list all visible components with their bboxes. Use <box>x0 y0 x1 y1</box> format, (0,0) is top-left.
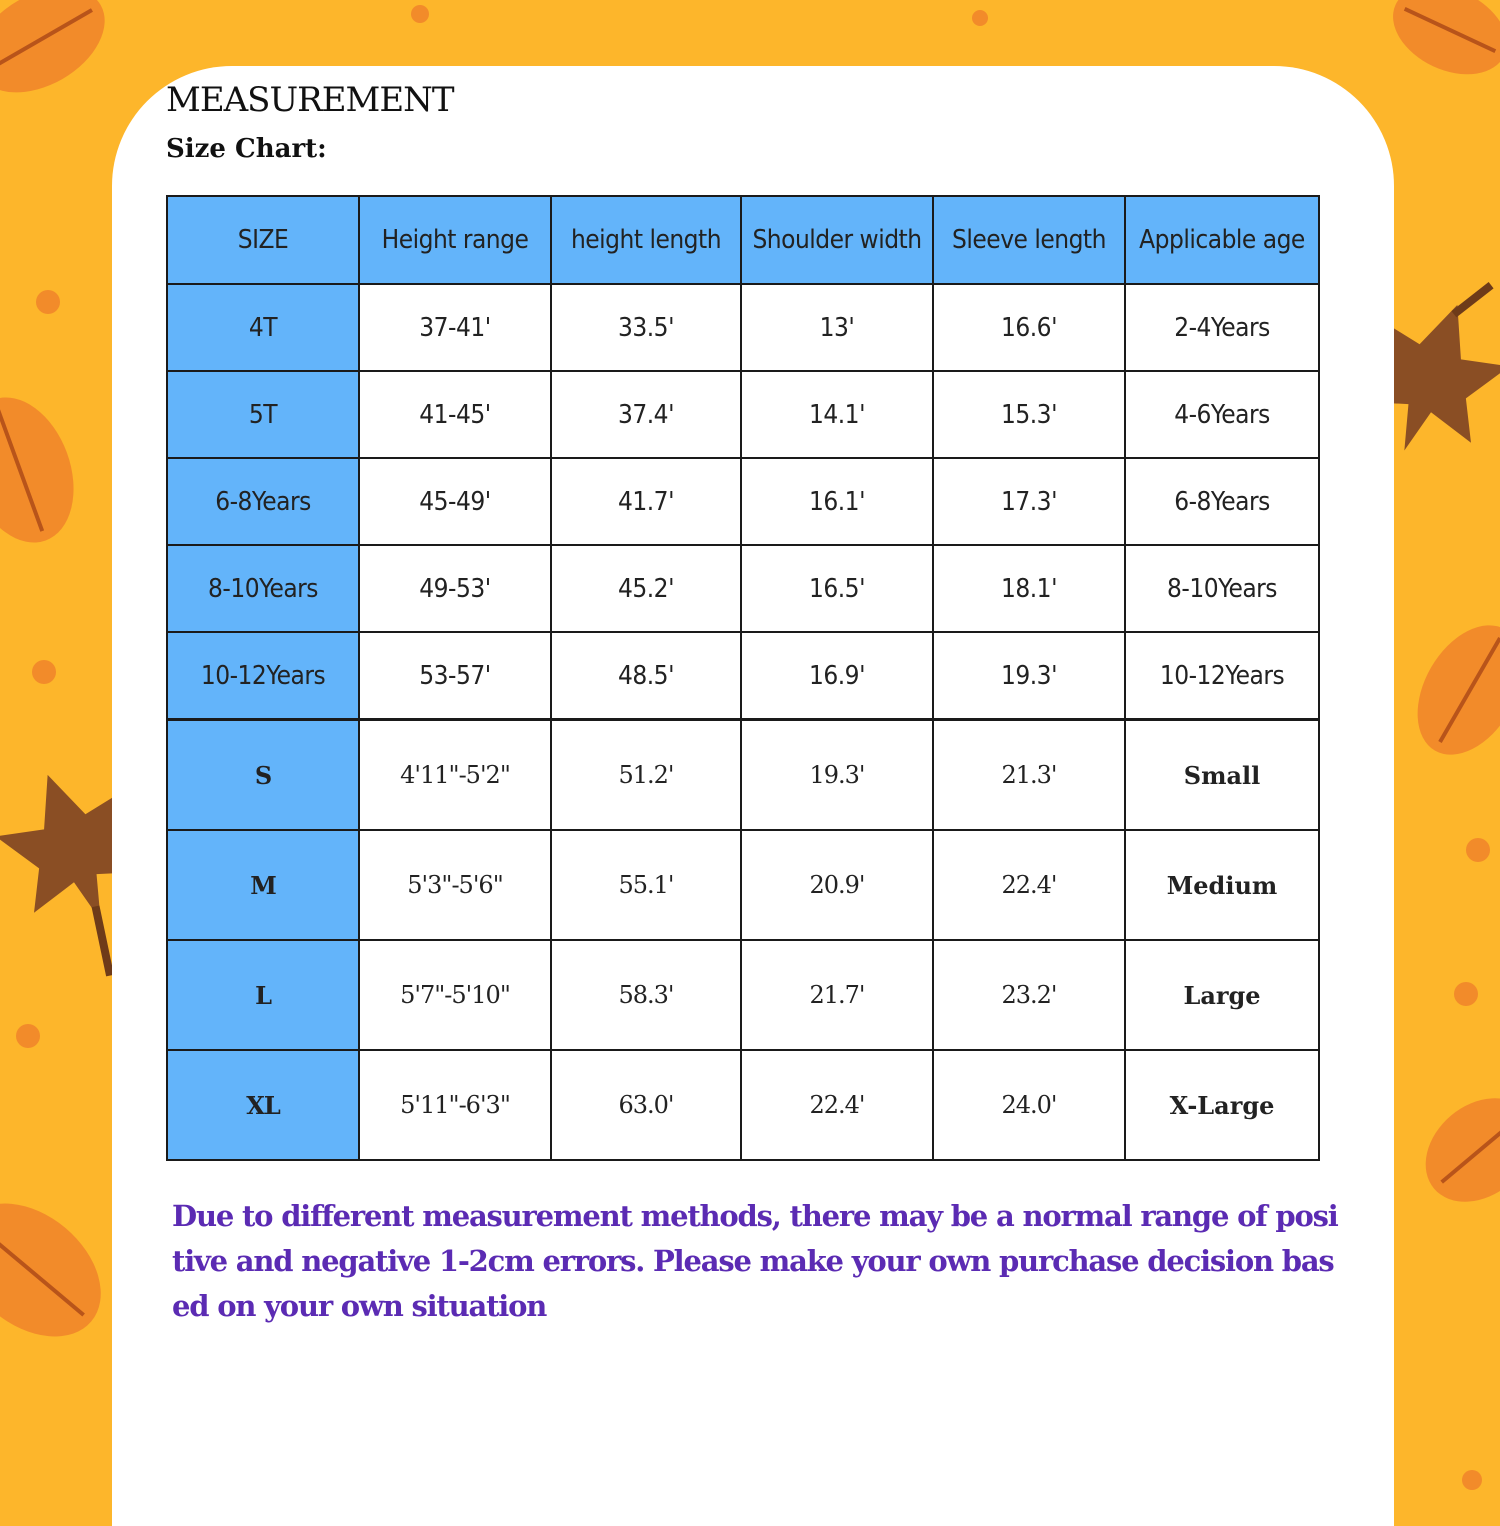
table-row <box>167 371 1319 458</box>
applicable-age-cell: 4-6Years <box>1125 371 1319 458</box>
sleeve-length-cell: 21.3' <box>933 720 1125 831</box>
size-cell: S <box>167 720 359 831</box>
column-header-size: SIZE <box>167 196 359 284</box>
table-row <box>167 720 1319 831</box>
sleeve-length-cell: 19.3' <box>933 632 1125 720</box>
height-length-cell: 48.5' <box>551 632 741 720</box>
applicable-age-cell: Small <box>1125 720 1319 831</box>
size-cell: XL <box>167 1050 359 1160</box>
shoulder-width-cell: 14.1' <box>741 371 933 458</box>
table-row <box>167 284 1319 371</box>
sleeve-length-cell: 16.6' <box>933 284 1125 371</box>
height-range-cell: 5'7"-5'10" <box>359 940 551 1050</box>
height-range-cell: 41-45' <box>359 371 551 458</box>
autumn-leaf-icon <box>0 1176 127 1363</box>
table-row <box>167 940 1319 1050</box>
shoulder-width-cell: 13' <box>741 284 933 371</box>
applicable-age-cell: 10-12Years <box>1125 632 1319 720</box>
height-length-cell: 41.7' <box>551 458 741 545</box>
height-length-cell: 33.5' <box>551 284 741 371</box>
size-cell: 4T <box>167 284 359 371</box>
column-header-height-range: Height range <box>359 196 551 284</box>
sleeve-length-cell: 15.3' <box>933 371 1125 458</box>
table-row <box>167 1050 1319 1160</box>
height-range-cell: 45-49' <box>359 458 551 545</box>
shoulder-width-cell: 21.7' <box>741 940 933 1050</box>
height-range-cell: 37-41' <box>359 284 551 371</box>
applicable-age-cell: Large <box>1125 940 1319 1050</box>
measurement-disclaimer: Due to different measurement methods, there may be a normal range of positive and negative 1-2cm errors. Please make your own purchase decision based on your own situation <box>172 1199 1338 1323</box>
shoulder-width-cell: 20.9' <box>741 830 933 940</box>
kids-sizes-section <box>167 284 1319 720</box>
column-header-height-length: height length <box>551 196 741 284</box>
height-length-cell: 55.1' <box>551 830 741 940</box>
autumn-leaf-icon <box>1396 607 1500 773</box>
height-length-cell: 45.2' <box>551 545 741 632</box>
autumn-leaf-icon <box>1379 0 1500 92</box>
table-row <box>167 632 1319 720</box>
page-title: MEASUREMENT <box>166 80 454 120</box>
sleeve-length-cell: 18.1' <box>933 545 1125 632</box>
size-cell: 10-12Years <box>167 632 359 720</box>
height-range-cell: 53-57' <box>359 632 551 720</box>
height-length-cell: 63.0' <box>551 1050 741 1160</box>
column-header-shoulder-width: Shoulder width <box>741 196 933 284</box>
shoulder-width-cell: 16.5' <box>741 545 933 632</box>
height-range-cell: 4'11"-5'2" <box>359 720 551 831</box>
table-header <box>167 196 1319 284</box>
shoulder-width-cell: 16.1' <box>741 458 933 545</box>
table-row <box>167 545 1319 632</box>
adult-sizes-section <box>167 720 1319 1161</box>
size-cell: M <box>167 830 359 940</box>
column-header-sleeve-length: Sleeve length <box>933 196 1125 284</box>
height-range-cell: 5'11"-6'3" <box>359 1050 551 1160</box>
shoulder-width-cell: 16.9' <box>741 632 933 720</box>
table-header-row <box>167 196 1319 284</box>
height-length-cell: 51.2' <box>551 720 741 831</box>
size-chart-table <box>166 195 1320 1161</box>
table-row <box>167 458 1319 545</box>
applicable-age-cell: 8-10Years <box>1125 545 1319 632</box>
applicable-age-cell: 2-4Years <box>1125 284 1319 371</box>
sleeve-length-cell: 17.3' <box>933 458 1125 545</box>
sleeve-length-cell: 23.2' <box>933 940 1125 1050</box>
autumn-leaf-icon <box>1405 1077 1500 1223</box>
height-range-cell: 5'3"-5'6" <box>359 830 551 940</box>
applicable-age-cell: X-Large <box>1125 1050 1319 1160</box>
applicable-age-cell: Medium <box>1125 830 1319 940</box>
applicable-age-cell: 6-8Years <box>1125 458 1319 545</box>
size-cell: 5T <box>167 371 359 458</box>
size-cell: 6-8Years <box>167 458 359 545</box>
shoulder-width-cell: 19.3' <box>741 720 933 831</box>
height-length-cell: 37.4' <box>551 371 741 458</box>
table-row <box>167 830 1319 940</box>
autumn-leaf-icon <box>0 0 123 114</box>
size-chart-label: Size Chart: <box>166 134 327 164</box>
height-range-cell: 49-53' <box>359 545 551 632</box>
shoulder-width-cell: 22.4' <box>741 1050 933 1160</box>
sleeve-length-cell: 24.0' <box>933 1050 1125 1160</box>
column-header-applicable-age: Applicable age <box>1125 196 1319 284</box>
size-cell: 8-10Years <box>167 545 359 632</box>
size-cell: L <box>167 940 359 1050</box>
height-length-cell: 58.3' <box>551 940 741 1050</box>
autumn-leaf-icon <box>0 382 93 557</box>
sleeve-length-cell: 22.4' <box>933 830 1125 940</box>
